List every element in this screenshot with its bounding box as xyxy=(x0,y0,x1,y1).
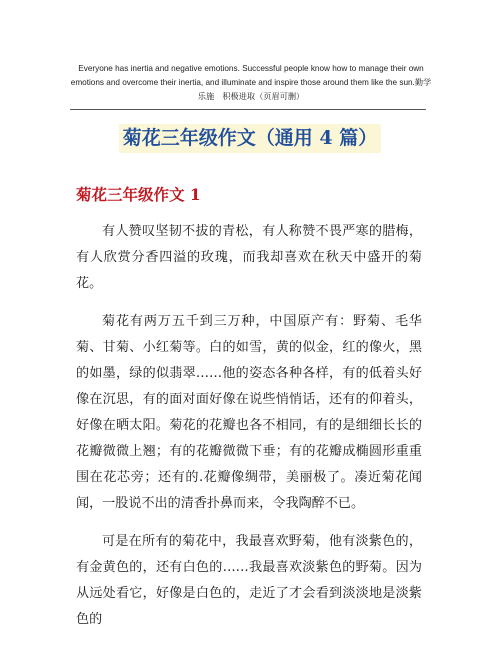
paragraph-1: 有人赞叹坚韧不拔的青松，有人称赞不畏严寒的腊梅，有人欣赏分香四溢的玫瑰，而我却喜欢在秋天中盛开的菊花。 xyxy=(76,224,422,291)
page-header-note: Everyone has inertia and negative emotions. Successful people know how to manage their own emotions and overcome their inertia, and illuminate and inspire those around them like the sun.勤学乐施 积极进取（页眉可删） xyxy=(70,64,432,101)
header-divider xyxy=(70,109,426,110)
paragraph-2: 菊花有两万五千到三万种，中国原产有：野菊、毛华菊、甘菊、小红菊等。白的如雪，黄的似金，红的像火，黑的如墨，绿的似翡翠……他的姿态各种各样，有的低着头好像在沉思，有的面对面好像在说些悄悄话，还有的仰着头，好像在晒太阳。菊花的花瓣也各不相同，有的是细细长长的花瓣微微上翘；有的花瓣微微下垂；有的花瓣成椭圆形重重围在花芯旁；还有的.花瓣像绸带，美丽极了。凑近菊花闻闻，一股说不出的清香扑鼻而来，令我陶醉不已。 xyxy=(76,314,422,511)
document-title: 菊花三年级作文（通用 4 篇） xyxy=(119,124,381,153)
document-title-container xyxy=(0,124,500,153)
section-heading: 菊花三年级作文 1 xyxy=(76,185,201,204)
article-body xyxy=(76,219,422,645)
paragraph-3: 可是在所有的菊花中，我最喜欢野菊，他有淡紫色的，有金黄色的，还有白色的……我最喜欢淡紫色的野菊。因为从远处看它，好像是白色的，走近了才会看到淡淡地是淡紫色的 xyxy=(76,534,422,627)
